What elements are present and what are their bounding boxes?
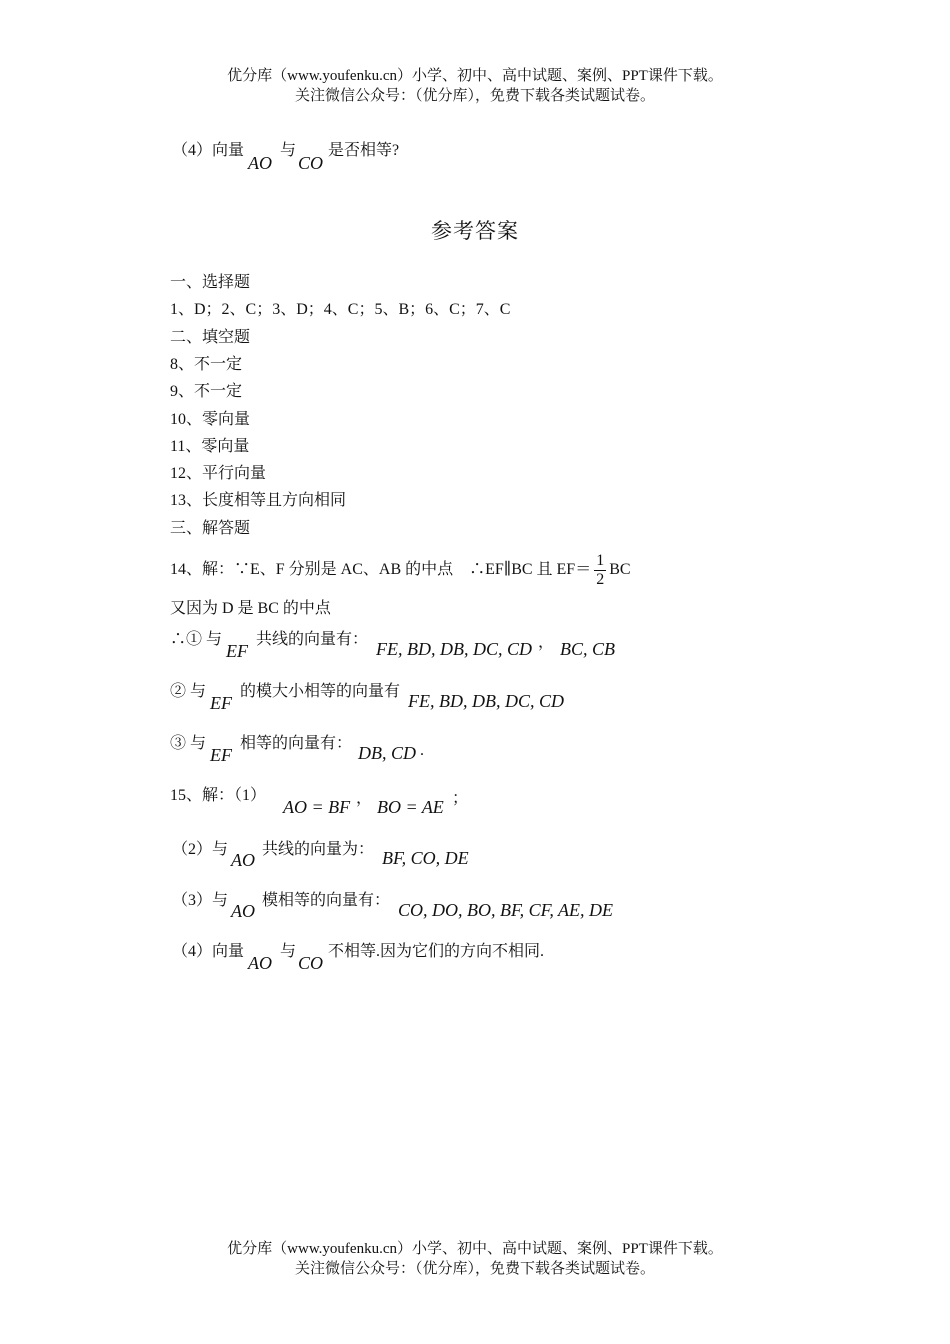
q15-p3-list: CO, DO, BO, BF, CF, AE, DE: [398, 900, 614, 920]
section2-heading: 二、填空题: [170, 329, 251, 346]
section2-item: 12、平行向量: [170, 465, 267, 482]
q14-p1-sep: ，: [538, 634, 555, 651]
section2-item: 9、不一定: [170, 383, 243, 400]
vector-co: CO: [298, 153, 324, 173]
q14-p1-list2: BC, CB: [560, 639, 616, 659]
q15-p1-prefix: 15、解：（1）: [170, 787, 267, 804]
vector-ao: AO: [248, 953, 272, 973]
section1-heading: 一、选择题: [170, 274, 251, 291]
question4-mid: 与: [280, 142, 297, 159]
q15-p4-prefix: （4）向量: [172, 943, 245, 960]
q15-p1-sep: ，: [356, 790, 373, 807]
q15-p3-prefix: （3）与: [172, 892, 229, 909]
question4-suffix: 是否相等?: [328, 142, 400, 159]
section3-heading: 三、解答题: [170, 520, 251, 537]
q15-p3-mid: 模相等的向量有：: [262, 892, 391, 909]
q15-eq-bo-ae: BO = AE: [377, 797, 444, 817]
q15-p4-mid: 与: [280, 943, 297, 960]
vector-ao: AO: [248, 153, 272, 173]
fraction-denominator: 2: [596, 570, 605, 588]
question4-prefix: （4）向量: [172, 142, 245, 159]
q15-p2-list: BF, CO, DE: [382, 848, 469, 868]
q14-p1-prefix: ∴① 与: [170, 631, 223, 648]
page-header-line1: 优分库（www.youfenku.cn）小学、初中、高中试题、案例、PPT课件下载。: [227, 68, 723, 84]
q14-p3-prefix: ③ 与: [170, 735, 207, 752]
vector-ef: EF: [210, 745, 232, 765]
q14-line1-text: 14、解：∵E、F 分别是 AC、AB 的中点 ∴EF∥BC 且 EF＝: [170, 561, 592, 578]
q14-line1-end: BC: [609, 561, 631, 578]
q14-p3-end: .: [420, 742, 424, 759]
section2-item: 8、不一定: [170, 356, 243, 373]
q14-p1-list: FE, BD, DB, DC, CD: [376, 639, 532, 659]
vector-co: CO: [298, 953, 324, 973]
q14-p2-prefix: ② 与: [170, 683, 207, 700]
vector-ao: AO: [231, 901, 255, 921]
section1-answers: 1、D；2、C；3、D；4、C；5、B；6、C；7、C: [170, 301, 511, 318]
vector-ef: EF: [210, 693, 232, 713]
vector-ao: AO: [231, 850, 255, 870]
q14-line1: [170, 546, 631, 594]
q15-p2-prefix: （2）与: [172, 841, 229, 858]
section2-item: 11、零向量: [170, 438, 250, 455]
q15-p2-mid: 共线的向量为：: [262, 841, 375, 858]
q14-p2-mid: 的模大小相等的向量有: [240, 683, 401, 700]
q14-p3-mid: 相等的向量有：: [240, 735, 353, 752]
q14-p1-mid: 共线的向量有：: [256, 631, 369, 648]
q14-p3-list: DB, CD: [358, 743, 416, 763]
q15-eq-ao-bf: AO = BF: [283, 797, 351, 817]
q15-p4-end: 不相等.因为它们的方向不相同.: [328, 943, 545, 960]
page-footer-line2: 关注微信公众号：（优分库），免费下载各类试题试卷。: [294, 1261, 655, 1277]
vector-ef: EF: [226, 641, 248, 661]
q14-p2-list: FE, BD, DB, DC, CD: [408, 691, 564, 711]
q14-line2: 又因为 D 是 BC 的中点: [170, 600, 331, 617]
page-footer-line1: 优分库（www.youfenku.cn）小学、初中、高中试题、案例、PPT课件下载。: [227, 1241, 723, 1257]
q15-p1-end: ；: [452, 790, 469, 807]
section2-item: 13、长度相等且方向相同: [170, 492, 347, 509]
answers-title: 参考答案: [431, 219, 519, 243]
fraction-numerator: 1: [596, 551, 605, 569]
fraction-one-half: [594, 552, 606, 589]
page-header-line2: 关注微信公众号：（优分库），免费下载各类试题试卷。: [294, 88, 655, 104]
section2-item: 10、零向量: [170, 411, 251, 428]
